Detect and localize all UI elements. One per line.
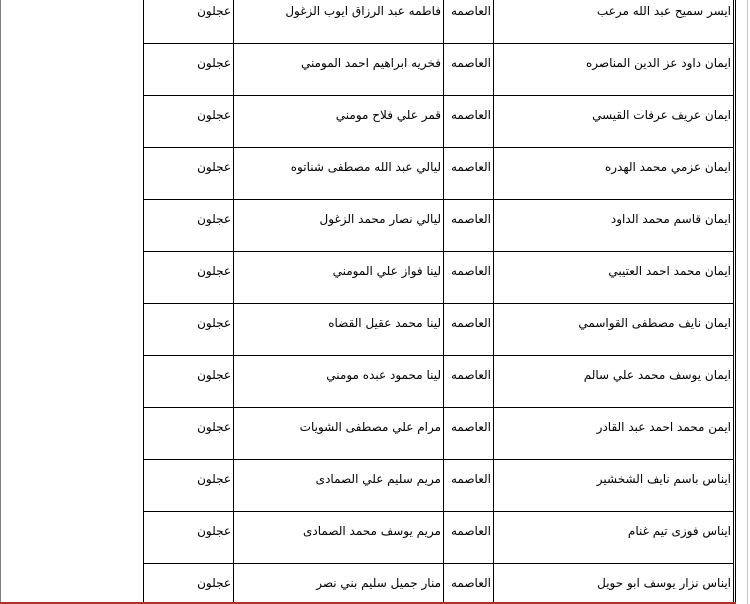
table-row (144, 512, 734, 564)
directorate-cell (144, 408, 234, 460)
mother-name-cell (234, 460, 444, 512)
directorate-cell-text: عجلون (197, 576, 231, 590)
student-name-cell-text: ايناس فوزى تيم غنام (627, 524, 731, 538)
directorate-cell-text: عجلون (197, 264, 231, 278)
directorate-cell (144, 460, 234, 512)
directorate-cell-text: عجلون (197, 212, 231, 226)
mother-name-cell (234, 512, 444, 564)
directorate-cell (144, 96, 234, 148)
student-name-cell (494, 304, 734, 356)
student-name-cell (494, 356, 734, 408)
governorate-cell (444, 44, 494, 96)
governorate-cell (444, 0, 494, 44)
student-name-cell (494, 96, 734, 148)
governorate-cell-text: العاصمه (451, 316, 491, 330)
directorate-cell (144, 304, 234, 356)
governorate-cell-text: العاصمه (451, 264, 491, 278)
governorate-cell (444, 96, 494, 148)
governorate-cell-text: العاصمه (451, 576, 491, 590)
student-name-cell-text: ايمان داود عز الدين المناصره (585, 56, 731, 70)
mother-name-cell-text: مريم سليم علي الصمادى (315, 472, 441, 486)
mother-name-cell (234, 0, 444, 44)
governorate-cell-text: العاصمه (451, 56, 491, 70)
governorate-cell-text: العاصمه (451, 368, 491, 382)
directorate-cell-text: عجلون (197, 420, 231, 434)
table-row (144, 0, 734, 44)
governorate-cell (444, 252, 494, 304)
mother-name-cell (234, 96, 444, 148)
mother-name-cell (234, 304, 444, 356)
directorate-cell (144, 356, 234, 408)
directorate-cell (144, 252, 234, 304)
scrollbar-edge (747, 0, 748, 604)
governorate-cell (444, 460, 494, 512)
student-name-cell (494, 44, 734, 96)
student-name-cell-text: ايناس باسم نايف الشخشير (596, 472, 731, 486)
governorate-cell-text: العاصمه (451, 420, 491, 434)
student-name-cell (494, 564, 734, 604)
roster-table (143, 0, 734, 604)
student-name-cell-text: ايمان محمد احمد العتيبي (608, 264, 731, 278)
student-name-cell-text: ايمن محمد احمد عبد القادر (596, 420, 731, 434)
page-left-border (0, 0, 1, 604)
mother-name-cell (234, 252, 444, 304)
directorate-cell (144, 0, 234, 44)
directorate-cell-text: عجلون (197, 56, 231, 70)
table-row (144, 460, 734, 512)
directorate-cell-text: عجلون (197, 108, 231, 122)
directorate-cell (144, 512, 234, 564)
governorate-cell-text: العاصمه (451, 472, 491, 486)
student-name-cell-text: ايمان نايف مصطفى القواسمي (578, 316, 731, 330)
mother-name-cell-text: لينا فواز علي المومني (332, 264, 441, 278)
vertical-scrollbar[interactable] (736, 0, 750, 604)
directorate-cell-text: عجلون (197, 368, 231, 382)
mother-name-cell (234, 408, 444, 460)
mother-name-cell (234, 200, 444, 252)
governorate-cell (444, 200, 494, 252)
governorate-cell (444, 304, 494, 356)
mother-name-cell-text: منار جميل سليم بني نصر (316, 576, 441, 590)
mother-name-cell (234, 356, 444, 408)
student-name-cell-text: ايمان عريف عرفات القيسي (592, 108, 731, 122)
mother-name-cell-text: ليالي نصار محمد الزغول (319, 212, 441, 226)
governorate-cell (444, 148, 494, 200)
student-name-cell (494, 252, 734, 304)
student-name-cell-text: ايمان قاسم محمد الداود (610, 212, 731, 226)
student-name-cell (494, 512, 734, 564)
student-name-cell-text: ايناس نزار يوسف ابو حويل (597, 576, 731, 590)
directorate-cell-text: عجلون (197, 316, 231, 330)
directorate-cell (144, 200, 234, 252)
mother-name-cell (234, 148, 444, 200)
table-row (144, 356, 734, 408)
student-name-cell (494, 460, 734, 512)
mother-name-cell-text: لينا محمد عقيل القضاه (328, 316, 441, 330)
directorate-cell-text: عجلون (197, 160, 231, 174)
mother-name-cell-text: لينا محمود عبده مومني (326, 368, 441, 382)
governorate-cell (444, 408, 494, 460)
mother-name-cell (234, 44, 444, 96)
table-row (144, 200, 734, 252)
mother-name-cell-text: فاطمه عبد الرزاق ايوب الزغول (285, 4, 441, 18)
student-name-cell (494, 200, 734, 252)
table-row (144, 96, 734, 148)
student-name-cell-text: ايمان يوسف محمد علي سالم (583, 368, 731, 382)
directorate-cell (144, 148, 234, 200)
student-name-cell (494, 408, 734, 460)
governorate-cell (444, 564, 494, 604)
mother-name-cell-text: ليالي عبد الله مصطفى شناتوه (290, 160, 441, 174)
governorate-cell-text: العاصمه (451, 212, 491, 226)
mother-name-cell-text: مريم يوسف محمد الصمادى (303, 524, 441, 538)
student-name-cell-text: ايمان عزمي محمد الهدره (604, 160, 731, 174)
table-row (144, 44, 734, 96)
directorate-cell (144, 564, 234, 604)
table-row (144, 304, 734, 356)
directorate-cell-text: عجلون (197, 472, 231, 486)
table-row (144, 408, 734, 460)
governorate-cell (444, 356, 494, 408)
mother-name-cell-text: مرام علي مصطفى الشويات (299, 420, 441, 434)
governorate-cell (444, 512, 494, 564)
governorate-cell-text: العاصمه (451, 524, 491, 538)
mother-name-cell (234, 564, 444, 604)
directorate-cell-text: عجلون (197, 4, 231, 18)
student-name-cell (494, 0, 734, 44)
governorate-cell-text: العاصمه (451, 108, 491, 122)
mother-name-cell-text: قمر علي فلاح مومني (335, 108, 441, 122)
table-row (144, 148, 734, 200)
student-name-cell (494, 148, 734, 200)
directorate-cell-text: عجلون (197, 524, 231, 538)
roster-table-body (144, 0, 734, 604)
governorate-cell-text: العاصمه (451, 4, 491, 18)
student-name-cell-text: ايسر سميح عبد الله مرعب (596, 4, 731, 18)
governorate-cell-text: العاصمه (451, 160, 491, 174)
table-row (144, 252, 734, 304)
directorate-cell (144, 44, 234, 96)
table-row (144, 564, 734, 604)
mother-name-cell-text: فخريه ابراهيم احمد المومني (300, 56, 441, 70)
